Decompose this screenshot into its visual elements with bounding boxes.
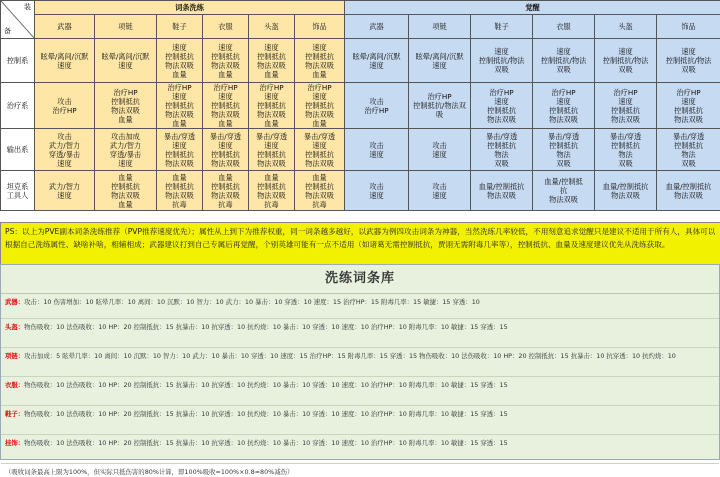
wash-col-header: 项链	[95, 15, 157, 39]
library-row	[1, 377, 719, 406]
row-label: 输出系	[1, 129, 35, 171]
wash-col-header: 鞋子	[157, 15, 203, 39]
wash-cell: 血量 控制抵抗 物法双吸 抗毒	[157, 171, 203, 211]
left-section-title: 词条洗练	[35, 1, 345, 15]
ps-note: PS：以上为PVE副本词条洗练推荐（PVP推荐速度优先）；属性从上到下为推荐权重，同一词条越多越好，以武器为例四攻击词条为神器，当然洗练几率较低，不用刻意追求觉醒只是建议不适用于所有人，具体可以根据自己洗练属性、缺啥补啥，相辅相成；武器建议打到自己专属后再觉醒，个别英雄可能有一点不适用（如诸葛无需控制抵抗，贾诩无需附毒几率等），控制抵抗、血量及速度建议优先从洗练获取。	[0, 222, 720, 270]
wash-cell: 血量 控制抵抗 物法双吸 血量	[95, 171, 157, 211]
wash-col-header: 衣服	[203, 15, 249, 39]
library-row-label: 挂饰：	[5, 439, 25, 447]
library-row-text: 物伤吸收：10 法伤吸收：10 HP：20 控制抵抗：15 抗暴击：10 抗穿透：10 抗灼烧：10 暴击：10 穿透：10 速度：10 治疗HP：10 附毒几率：10 敏捷：15 穿透：15	[24, 439, 508, 447]
wash-cell: 治疗HP 速度 控制抵抗 物法双吸 血量	[203, 83, 249, 129]
wash-cell: 血量 控制抵抗 物法双吸 抗毒	[295, 171, 345, 211]
library-row-text: 物伤吸收：10 法伤吸收：10 HP：20 控制抵抗：15 抗暴击：10 抗穿透：10 抗灼烧：10 暴击：10 穿透：10 速度：10 治疗HP：10 附毒几率：10 敏捷：15 穿透：15	[24, 323, 508, 331]
wash-cell: 治疗HP 速度 控制抵抗 物法双吸 血量	[157, 83, 203, 129]
awaken-cell: 暴击/穿透 控制抵抗 物法 双吸	[595, 129, 657, 171]
awaken-cell: 治疗HP 速度 控制抵抗 物法双吸	[595, 83, 657, 129]
wash-cell: 攻击 武力/智力 穿透/暴击 速度	[35, 129, 95, 171]
row-label: 治疗系	[1, 83, 35, 129]
awaken-cell: 速度 控制抵抗/物法 双吸	[595, 39, 657, 83]
corner-top-label: 装	[24, 3, 31, 11]
awaken-col-header: 头盔	[595, 15, 657, 39]
library-row-text: 攻击加成：5 眩晕几率：10 离间：10 沉默：10 智力：10 武力：10 暴击：10 穿透：10 速度：15 治疗HP：15 附毒几率：15 穿透：15 物伤吸收：10 法伤吸收：10 HP：20 控制抵抗：15 抗暴击：10 抗穿透：10 抗灼烧：10	[24, 352, 676, 360]
awaken-cell: 血量/控制抵 抗 物法双吸	[533, 171, 595, 211]
awaken-cell: 速度 控制抵抗/物法 双吸	[471, 39, 533, 83]
library-row-label: 头盔：	[5, 323, 25, 331]
wash-cell: 速度 控制抵抗 物法双吸 血量	[157, 39, 203, 83]
library-row	[1, 319, 719, 348]
corner-bottom-label: 备	[4, 27, 11, 35]
awaken-cell: 治疗HP 控制抵抗/物法双 吸	[409, 83, 471, 129]
wash-col-header: 头盔	[249, 15, 295, 39]
awaken-cell: 治疗HP 速度 控制抵抗 物法双吸	[657, 83, 720, 129]
awaken-cell: 攻击 速度	[345, 171, 409, 211]
wash-col-header: 武器	[35, 15, 95, 39]
awaken-cell: 攻击 速度	[345, 129, 409, 171]
library-row-text: 物伤吸收：10 法伤吸收：10 HP：20 控制抵抗：15 抗暴击：10 抗穿透：10 抗灼烧：10 暴击：10 穿透：10 速度：10 治疗HP：10 附毒几率：10 敏捷：15 穿透：15	[24, 381, 508, 389]
affix-library	[0, 264, 720, 476]
awaken-cell: 暴击/穿透 控制抵抗 物法 双吸	[533, 129, 595, 171]
wash-cell: 暴击/穿透 速度 控制抵抗 物法双吸	[157, 129, 203, 171]
awaken-cell: 暴击/穿透 控制抵抗 物法 双吸	[471, 129, 533, 171]
wash-cell: 血量 控制抵抗 物法双吸 抗毒	[203, 171, 249, 211]
wash-cell: 治疗HP 速度 控制抵抗 物法双吸 血量	[295, 83, 345, 129]
wash-cell: 暴击/穿透 速度 控制抵抗 物法双吸	[203, 129, 249, 171]
library-row-label: 项链：	[5, 352, 25, 360]
awaken-cell: 速度 控制抵抗/物法 双吸	[657, 39, 720, 83]
wash-cell: 眩晕/离间/沉默 速度	[95, 39, 157, 83]
awaken-cell: 眩晕/离间/沉默 速度	[409, 39, 471, 83]
wash-cell: 速度 控制抵抗 物法双吸 血量	[295, 39, 345, 83]
wash-cell: 治疗HP 控制抵抗 物法双吸 血量	[95, 83, 157, 129]
wash-cell: 速度 控制抵抗 物法双吸 血量	[249, 39, 295, 83]
equipment-table	[0, 0, 720, 211]
awaken-col-header: 武器	[345, 15, 409, 39]
wash-cell: 攻击加成 武力/智力 穿透/暴击 速度	[95, 129, 157, 171]
library-row-text: 物伤吸收：10 法伤吸收：10 HP：20 控制抵抗：15 抗暴击：10 抗穿透：10 抗灼烧：10 暴击：10 穿透：10 速度：10 治疗HP：10 附毒几率：10 敏捷：15 穿透：15	[24, 410, 508, 418]
awaken-col-header: 项链	[409, 15, 471, 39]
awaken-col-header: 饰品	[657, 15, 720, 39]
awaken-cell: 血量/控制抵抗 物法双吸	[595, 171, 657, 211]
awaken-cell: 攻击 速度	[409, 129, 471, 171]
awaken-cell: 治疗HP 速度 控制抵抗 物法双吸	[533, 83, 595, 129]
wash-cell: 暴击/穿透 速度 控制抵抗 物法双吸	[295, 129, 345, 171]
library-row	[1, 406, 719, 435]
awaken-cell: 治疗HP 速度 控制抵抗 物法双吸	[471, 83, 533, 129]
library-row	[1, 435, 719, 464]
awaken-cell: 攻击 治疗HP	[345, 83, 409, 129]
awaken-cell: 血量/控制抵抗 物法双吸	[657, 171, 720, 211]
row-label: 坦克系 工具人	[1, 171, 35, 211]
wash-cell: 暴击/穿透 速度 控制抵抗 物法双吸	[249, 129, 295, 171]
row-label: 控制系	[1, 39, 35, 83]
awaken-cell: 血量/控制抵抗 物法双吸	[471, 171, 533, 211]
wash-cell: 武力/智力 速度	[35, 171, 95, 211]
awaken-col-header: 鞋子	[471, 15, 533, 39]
awaken-cell: 攻击 速度	[409, 171, 471, 211]
library-row-label: 武器：	[5, 298, 25, 306]
wash-cell: 血量 控制抵抗 物法双吸 抗毒	[249, 171, 295, 211]
library-footnote: （吸收词条最高上限为100%，但实际只抵伤害的80%计算，即100%吸收=100%×0.8=80%减伤）	[5, 468, 294, 476]
wash-cell: 治疗HP 速度 控制抵抗 物法双吸 血量	[249, 83, 295, 129]
library-row-label: 衣服：	[5, 381, 25, 389]
wash-cell: 速度 控制抵抗 物法双吸 血量	[203, 39, 249, 83]
awaken-col-header: 衣服	[533, 15, 595, 39]
library-row-label: 鞋子：	[5, 410, 25, 418]
library-row-text: 攻击：10 伤害增加：10 眩晕几率：10 离间：10 沉默：10 智力：10 武力：10 暴击：10 穿透：10 速度：15 治疗HP：15 附毒几率：15 敏捷：15 穿透：10	[24, 298, 480, 306]
library-row	[1, 294, 719, 319]
library-title: 洗练词条库	[1, 265, 719, 294]
awaken-cell: 暴击/穿透 控制抵抗 物法 双吸	[657, 129, 720, 171]
right-section-title: 觉醒	[345, 1, 720, 15]
table-corner	[1, 1, 35, 39]
wash-cell: 攻击 治疗HP	[35, 83, 95, 129]
library-row	[1, 348, 719, 377]
awaken-cell: 眩晕/离间/沉默 速度	[345, 39, 409, 83]
wash-cell: 眩晕/离间/沉默 速度	[35, 39, 95, 83]
wash-col-header: 饰品	[295, 15, 345, 39]
awaken-cell: 速度 控制抵抗/物法 双吸	[533, 39, 595, 83]
